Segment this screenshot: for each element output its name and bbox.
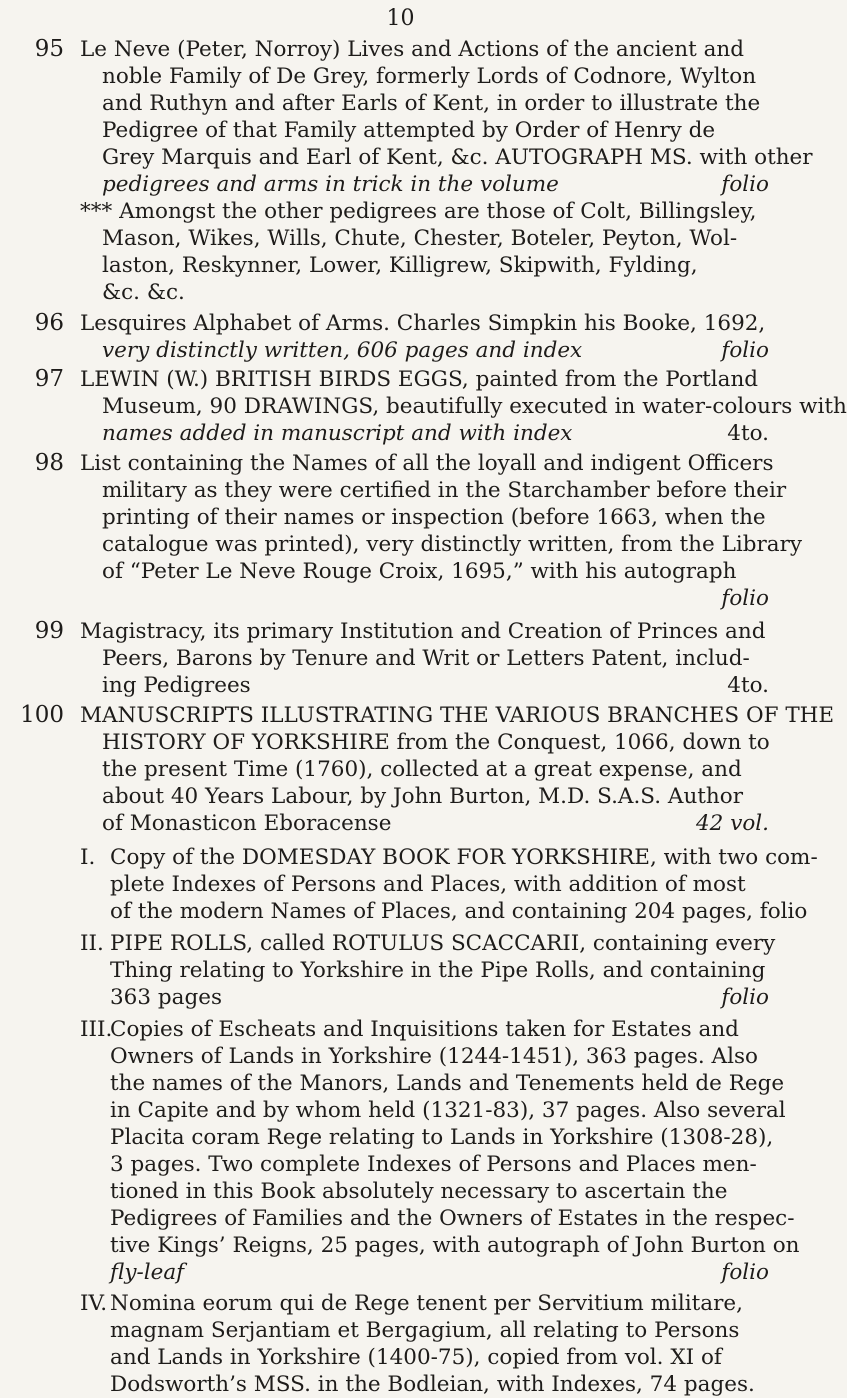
entry-line: Lesquires Alphabet of Arms. Charles Simpkin his Booke, 1692, bbox=[80, 311, 766, 336]
entry-line: noble Family of De Grey, formerly Lords of Codnore, Wylton bbox=[102, 64, 757, 89]
entry-text bbox=[80, 36, 813, 306]
subentry-line: the names of the Manors, Lands and Tenements held de Rege bbox=[110, 1071, 785, 1096]
entry-line bbox=[80, 585, 769, 612]
format-label: folio bbox=[721, 586, 769, 611]
lot-number: 98 bbox=[34, 450, 64, 476]
subentry-line: tive Kings’ Reigns, 25 pages, with autograph of John Burton on bbox=[110, 1233, 800, 1258]
subentry-3 bbox=[80, 1016, 800, 1286]
subentry-number: III. bbox=[80, 1017, 113, 1042]
entry-line: the present Time (1760), collected at a great expense, and bbox=[102, 757, 742, 782]
entry-text bbox=[80, 618, 769, 699]
entry-line: HISTORY OF YORKSHIRE from the Conquest, 1066, down to bbox=[102, 730, 770, 755]
subentry-line: plete Indexes of Persons and Places, with addition of most bbox=[110, 872, 746, 897]
entry-line: of “Peter Le Neve Rouge Croix, 1695,” with his autograph bbox=[102, 559, 737, 584]
note-line: *** Amongst the other pedigrees are those of Colt, Billingsley, bbox=[80, 199, 757, 224]
lot-number: 100 bbox=[20, 702, 64, 728]
entry-line: List containing the Names of all the loyall and indigent Officers bbox=[80, 451, 774, 476]
note-line: laston, Reskynner, Lower, Killigrew, Skipwith, Fylding, bbox=[102, 253, 698, 278]
format-label: 4to. bbox=[727, 673, 769, 698]
subentry-line: in Capite and by whom held (1321-83), 37 pages. Also several bbox=[110, 1098, 786, 1123]
subentry-number: I. bbox=[80, 845, 96, 870]
format-label: folio bbox=[721, 1260, 769, 1285]
subentry-number: IV. bbox=[80, 1291, 108, 1316]
entry-line: Museum, 90 DRAWINGS, beautifully executed in water-colours with bbox=[102, 394, 847, 419]
subentry-2 bbox=[80, 930, 776, 1011]
subentry-line: Thing relating to Yorkshire in the Pipe Rolls, and containing bbox=[110, 958, 766, 983]
subentry-number: II. bbox=[80, 931, 104, 956]
entry-line: and Ruthyn and after Earls of Kent, in order to illustrate the bbox=[102, 91, 761, 116]
format-label: folio bbox=[721, 985, 769, 1010]
format-label: 4to. bbox=[727, 421, 769, 446]
note-line: &c. &c. bbox=[102, 280, 185, 305]
subentry-line: Copy of the DOMESDAY BOOK FOR YORKSHIRE, with two com- bbox=[110, 845, 818, 870]
subentry-line: and Lands in Yorkshire (1400-75), copied from vol. XI of bbox=[110, 1345, 722, 1370]
subentry-4 bbox=[80, 1290, 769, 1398]
subentry-line: Pedigrees of Families and the Owners of Estates in the respec- bbox=[110, 1206, 795, 1231]
subentry-line: Copies of Escheats and Inquisitions taken for Estates and bbox=[110, 1017, 739, 1042]
entry-text bbox=[80, 366, 847, 447]
entry-line: Peers, Barons by Tenure and Writ or Letters Patent, includ- bbox=[102, 646, 750, 671]
entry-line: military as they were certified in the Starchamber before their bbox=[102, 478, 787, 503]
entry-line: 4to. ing Pedigrees bbox=[102, 673, 769, 698]
entry-line: 42 vol. of Monasticon Eboracense bbox=[102, 811, 769, 836]
format-label: 42 vol. bbox=[696, 811, 769, 836]
note-line: Mason, Wikes, Wills, Chute, Chester, Boteler, Peyton, Wol- bbox=[102, 226, 738, 251]
subentry-line: Placita coram Rege relating to Lands in Yorkshire (1308-28), bbox=[110, 1125, 774, 1150]
subentry-line: tioned in this Book absolutely necessary to ascertain the bbox=[110, 1179, 728, 1204]
entry-line: Le Neve (Peter, Norroy) Lives and Actions of the ancient and bbox=[80, 37, 744, 62]
entry-line: 4to. names added in manuscript and with index bbox=[102, 421, 769, 446]
lot-number: 97 bbox=[34, 366, 64, 392]
lot-number: 99 bbox=[34, 618, 64, 644]
entry-line: folio very distinctly written, 606 pages and index bbox=[102, 338, 769, 363]
entry-line: Grey Marquis and Earl of Kent, &c. AUTOGRAPH MS. with other bbox=[102, 145, 813, 170]
page-number: 10 bbox=[386, 6, 415, 31]
format-label: folio bbox=[721, 172, 769, 197]
entry-text bbox=[80, 310, 769, 364]
subentry-1 bbox=[80, 844, 818, 925]
lot-number: 95 bbox=[34, 36, 64, 62]
format-label: folio bbox=[721, 338, 769, 363]
lot-number: 96 bbox=[34, 310, 64, 336]
entry-line: printing of their names or inspection (before 1663, when the bbox=[102, 505, 766, 530]
subentry-line: Owners of Lands in Yorkshire (1244-1451), 363 pages. Also bbox=[110, 1044, 758, 1069]
subentry-line: Nomina eorum qui de Rege tenent per Servitium militare, bbox=[110, 1291, 743, 1316]
entry-line: Magistracy, its primary Institution and Creation of Princes and bbox=[80, 619, 766, 644]
subentry-line: of the modern Names of Places, and containing 204 pages, folio bbox=[110, 899, 808, 924]
subentry-line: Dodsworth’s MSS. in the Bodleian, with Indexes, 74 pages. bbox=[110, 1372, 755, 1397]
entry-line: MANUSCRIPTS ILLUSTRATING THE VARIOUS BRANCHES OF THE bbox=[80, 703, 835, 728]
subentry-line: PIPE ROLLS, called ROTULUS SCACCARII, containing every bbox=[110, 931, 776, 956]
entry-line: catalogue was printed), very distinctly written, from the Library bbox=[102, 532, 802, 557]
subentry-line: folio fly-leaf bbox=[110, 1260, 769, 1285]
entry-line: Pedigree of that Family attempted by Order of Henry de bbox=[102, 118, 716, 143]
entry-line: about 40 Years Labour, by John Burton, M.D. S.A.S. Author bbox=[102, 784, 744, 809]
subentry-line: magnam Serjantiam et Bergagium, all relating to Persons bbox=[110, 1318, 740, 1343]
entry-line: folio pedigrees and arms in trick in the volume bbox=[102, 172, 769, 197]
entry-line: LEWIN (W.) BRITISH BIRDS EGGS, painted from the Portland bbox=[80, 367, 759, 392]
entry-text bbox=[80, 450, 802, 612]
entry-text bbox=[80, 702, 835, 837]
subentry-line: folio 363 pages bbox=[110, 985, 769, 1010]
subentry-line: 3 pages. Two complete Indexes of Persons and Places men- bbox=[110, 1152, 757, 1177]
